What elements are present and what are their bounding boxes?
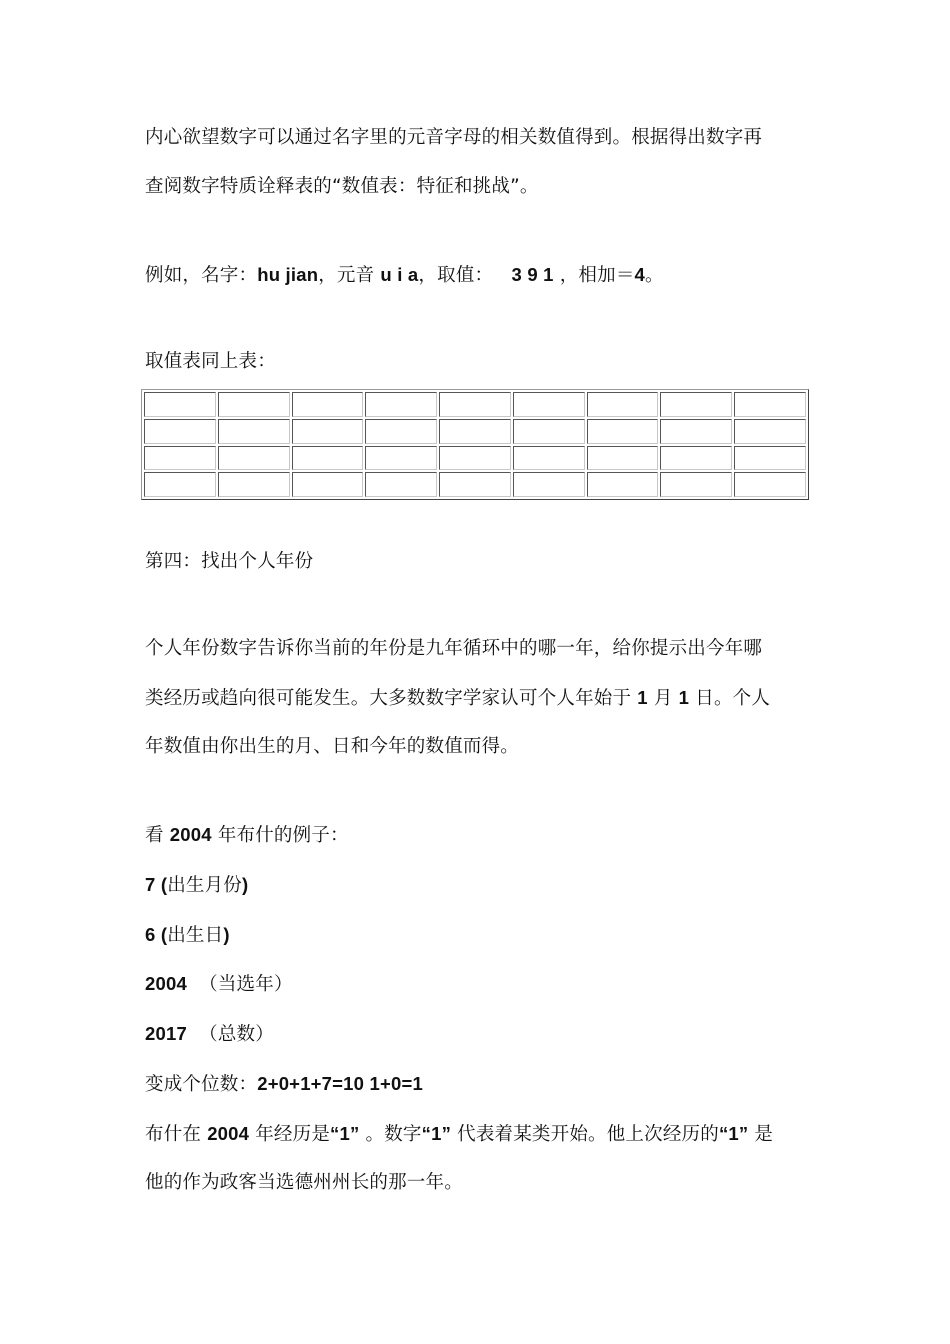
table-cell	[144, 419, 216, 444]
paragraph-line: 年数值由你出生的月、日和今年的数值而得。	[145, 736, 520, 757]
table-cell	[513, 446, 585, 471]
table-cell	[292, 392, 364, 417]
table-cell	[587, 446, 659, 471]
table-cell	[587, 419, 659, 444]
birth-day-line	[145, 923, 230, 948]
table-cell	[439, 472, 511, 497]
example-vowels: u i a	[380, 264, 419, 285]
text-span: 类经历或趋向很可能发生。大多数数字学家认可个人年始于	[145, 688, 638, 709]
bold-number: 1	[637, 687, 648, 708]
table-row	[144, 419, 806, 444]
table-cell	[144, 472, 216, 497]
table-cell	[587, 392, 659, 417]
text-span: 看	[145, 825, 170, 846]
example-sum: 4	[634, 264, 646, 285]
text-span: 代表着某类开始。他上次经历的	[457, 1124, 719, 1145]
table-cell	[587, 472, 659, 497]
example-text: ，元音	[318, 265, 381, 286]
table-cell	[660, 419, 732, 444]
table-cell	[660, 472, 732, 497]
bold-paren: )	[223, 924, 230, 945]
text-span: （总数）	[199, 1024, 274, 1045]
text-span: 是	[754, 1124, 774, 1145]
text-span: 年布什的例子：	[211, 825, 349, 846]
table-cell	[292, 446, 364, 471]
table-cell	[513, 392, 585, 417]
table-cell	[218, 419, 290, 444]
bold-quote: “1”	[718, 1123, 749, 1144]
table-cell	[292, 419, 364, 444]
text-span: 。数字	[365, 1124, 422, 1145]
table-cell	[439, 419, 511, 444]
bold-number: 6 (	[145, 924, 168, 945]
table-cell	[513, 472, 585, 497]
table-row	[144, 472, 806, 497]
bold-number: 2004	[169, 824, 212, 845]
example-prefix: 例如，名字：	[145, 265, 258, 286]
text-span: 出生月份	[167, 875, 243, 896]
table-cell	[218, 446, 290, 471]
text-span: 年经历是	[249, 1124, 331, 1145]
bush-intro	[145, 823, 349, 848]
paragraph-line: 内心欲望数字可以通过名字里的元音字母的相关数值得到。根据得出数字再	[145, 127, 763, 148]
value-table	[141, 389, 809, 500]
table-intro: 取值表同上表：	[145, 351, 276, 372]
table-cell	[292, 472, 364, 497]
conclusion-line	[145, 1122, 773, 1147]
table-cell	[365, 392, 437, 417]
text-span: 月	[647, 688, 679, 709]
bold-number: 2004	[145, 973, 187, 994]
example-line	[145, 263, 664, 288]
table-cell	[365, 446, 437, 471]
text-span: 日。个人	[689, 688, 771, 709]
table-cell	[365, 419, 437, 444]
total-line	[145, 1022, 274, 1047]
example-name: hu jian	[257, 264, 319, 285]
table-row	[144, 446, 806, 471]
table-cell	[365, 472, 437, 497]
table-cell	[439, 392, 511, 417]
bold-quote: “1”	[421, 1123, 452, 1144]
table-cell	[734, 472, 806, 497]
bold-number: 2017	[145, 1023, 187, 1044]
reduce-line	[145, 1072, 423, 1097]
bold-calc: 2+0+1+7=10 1+0=1	[257, 1073, 423, 1094]
paragraph-line	[145, 686, 770, 711]
table-row	[144, 392, 806, 417]
bold-quote: “1”	[330, 1123, 360, 1144]
table-cell	[439, 446, 511, 471]
table-cell	[660, 446, 732, 471]
table-cell	[734, 446, 806, 471]
table-cell	[734, 419, 806, 444]
paragraph-line: 查阅数字特质诠释表的“数值表：特征和挑战”。	[145, 176, 539, 197]
example-values: 3 9 1	[511, 264, 554, 285]
section-title: 第四：找出个人年份	[145, 551, 314, 572]
conclusion-line: 他的作为政客当选德州州长的那一年。	[145, 1172, 463, 1193]
table-cell	[218, 472, 290, 497]
table-cell	[144, 446, 216, 471]
table-cell	[218, 392, 290, 417]
table-cell	[513, 419, 585, 444]
birth-month-line	[145, 873, 248, 898]
paragraph-line: 个人年份数字告诉你当前的年份是九年循环中的哪一年，给你提示出今年哪	[145, 638, 763, 659]
bold-number: 1	[678, 687, 690, 708]
example-text: ，相加＝	[559, 265, 635, 286]
table-cell	[734, 392, 806, 417]
text-span: （当选年）	[199, 974, 293, 995]
bold-paren: )	[242, 874, 249, 895]
bold-number: 2004	[207, 1123, 250, 1144]
table-cell	[144, 392, 216, 417]
text-span: 变成个位数：	[145, 1074, 258, 1095]
example-text: ，取值：	[418, 265, 494, 286]
example-text: 。	[645, 265, 664, 286]
table-cell	[660, 392, 732, 417]
text-span: 布什在	[145, 1124, 208, 1145]
text-span: 出生日	[167, 925, 224, 946]
bold-number: 7 (	[145, 874, 168, 895]
election-year-line	[145, 972, 293, 997]
